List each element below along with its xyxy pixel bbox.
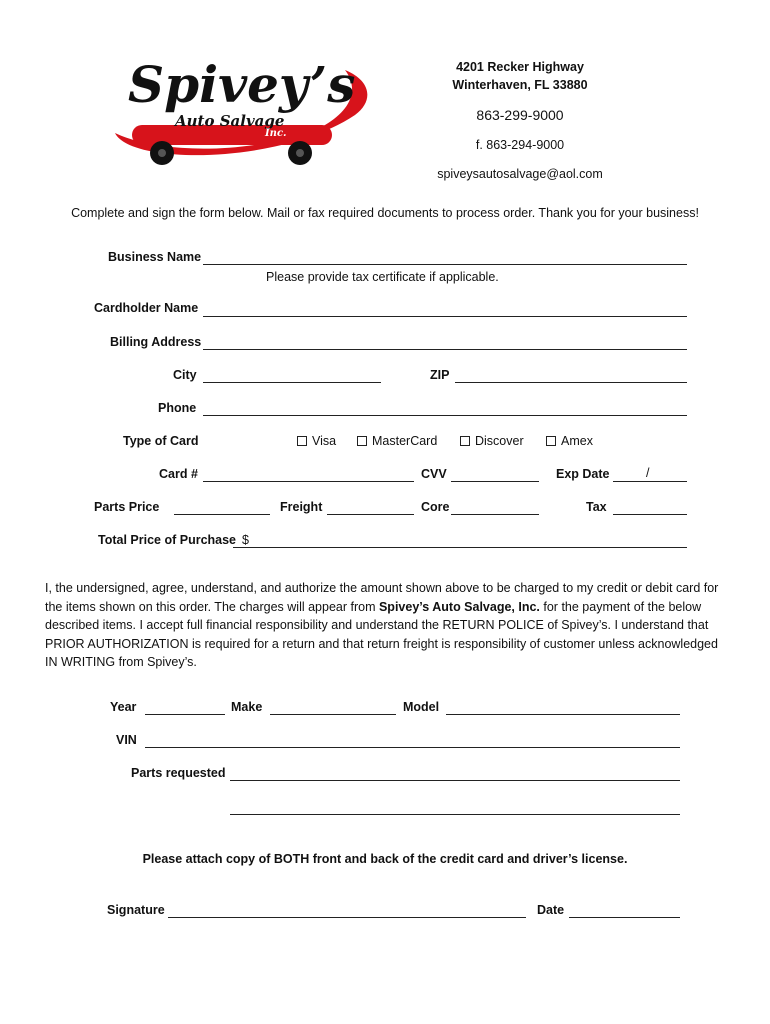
card-number-label: Card # <box>159 467 198 481</box>
discover-label: Discover <box>475 434 524 448</box>
parts-price-field[interactable] <box>174 514 270 515</box>
cvv-field[interactable] <box>451 481 539 482</box>
email-address: spiveysautosalvage@aol.com <box>437 167 603 181</box>
agreement-text-1: I, the undersigned, agree, understand, and authorize the amount shown above to be charged to my credit or debit card for the items shown on this order. The charges will appear from <box>45 581 719 614</box>
amex-checkbox[interactable] <box>546 434 593 448</box>
total-price-label: Total Price of Purchase <box>98 533 237 547</box>
tax-label: Tax <box>586 500 607 514</box>
total-price-field[interactable] <box>233 547 687 548</box>
make-label: Make <box>231 700 263 714</box>
intro-instructions: Complete and sign the form below. Mail or fax required documents to process order. Thank you for your business! <box>71 206 699 220</box>
phone-field[interactable] <box>203 415 687 416</box>
visa-checkbox-box[interactable] <box>297 436 307 446</box>
year-label: Year <box>110 700 137 714</box>
address-line-2: Winterhaven, FL 33880 <box>452 78 588 92</box>
visa-checkbox[interactable] <box>297 434 336 448</box>
cardholder-name-field[interactable] <box>203 316 687 317</box>
zip-field[interactable] <box>455 382 687 383</box>
date-label: Date <box>537 903 565 917</box>
zip-label: ZIP <box>430 368 450 382</box>
freight-field[interactable] <box>327 514 414 515</box>
date-field[interactable] <box>569 917 680 918</box>
year-field[interactable] <box>145 714 225 715</box>
tax-certificate-note: Please provide tax certificate if applicable. <box>266 270 499 284</box>
core-field[interactable] <box>451 514 539 515</box>
agreement-text-2: for the payment of the below described items. I accept full financial responsibility and understand the RETURN POLICE of Spivey’s. I understand that PRIOR AUTHORIZATION is required for a return and that return freight is responsibility of customer unless acknowledged IN WRITING from Spivey’s. <box>45 599 718 669</box>
mastercard-checkbox[interactable] <box>357 434 437 448</box>
company-logo <box>100 55 380 175</box>
billing-address-label: Billing Address <box>110 335 202 349</box>
parts-requested-field-2[interactable] <box>230 814 680 815</box>
city-field[interactable] <box>203 382 381 383</box>
address-line-1: 4201 Recker Highway <box>456 60 584 74</box>
type-of-card-label: Type of Card <box>123 434 199 448</box>
parts-requested-field-1[interactable] <box>230 780 680 781</box>
discover-checkbox-box[interactable] <box>460 436 470 446</box>
currency-symbol: $ <box>242 533 249 547</box>
business-name-field[interactable] <box>203 264 687 265</box>
agreement-paragraph <box>45 579 725 672</box>
card-number-field[interactable] <box>203 481 414 482</box>
phone-number: 863-299-9000 <box>476 107 564 123</box>
logo-brand-text: Spivey’s <box>128 55 356 114</box>
signature-field[interactable] <box>168 917 526 918</box>
signature-label: Signature <box>107 903 165 917</box>
exp-date-field[interactable] <box>613 481 687 482</box>
core-label: Core <box>421 500 450 514</box>
vin-field[interactable] <box>145 747 680 748</box>
vin-label: VIN <box>116 733 137 747</box>
freight-label: Freight <box>280 500 323 514</box>
exp-date-label: Exp Date <box>556 467 610 481</box>
logo-sub-text: Auto Salvage <box>175 112 285 130</box>
attachment-instructions: Please attach copy of BOTH front and back of the credit card and driver’s license. <box>142 852 628 866</box>
business-name-label: Business Name <box>108 250 202 264</box>
tax-field[interactable] <box>613 514 687 515</box>
exp-date-separator: / <box>646 466 650 480</box>
cardholder-name-label: Cardholder Name <box>94 301 199 315</box>
model-label: Model <box>403 700 440 714</box>
mastercard-checkbox-box[interactable] <box>357 436 367 446</box>
make-field[interactable] <box>270 714 396 715</box>
fax-number: f. 863-294-9000 <box>475 138 565 152</box>
amex-label: Amex <box>561 434 593 448</box>
mastercard-label: MasterCard <box>372 434 438 448</box>
visa-label: Visa <box>312 434 337 448</box>
parts-requested-label: Parts requested <box>131 766 226 780</box>
model-field[interactable] <box>446 714 680 715</box>
discover-checkbox[interactable] <box>460 434 524 448</box>
billing-address-field[interactable] <box>203 349 687 350</box>
amex-checkbox-box[interactable] <box>546 436 556 446</box>
phone-label: Phone <box>158 401 197 415</box>
agreement-company-name: Spivey’s Auto Salvage, Inc. <box>378 599 540 614</box>
cvv-label: CVV <box>421 467 447 481</box>
parts-price-label: Parts Price <box>94 500 160 514</box>
city-label: City <box>173 368 197 382</box>
logo-inc-text: Inc. <box>265 128 287 139</box>
